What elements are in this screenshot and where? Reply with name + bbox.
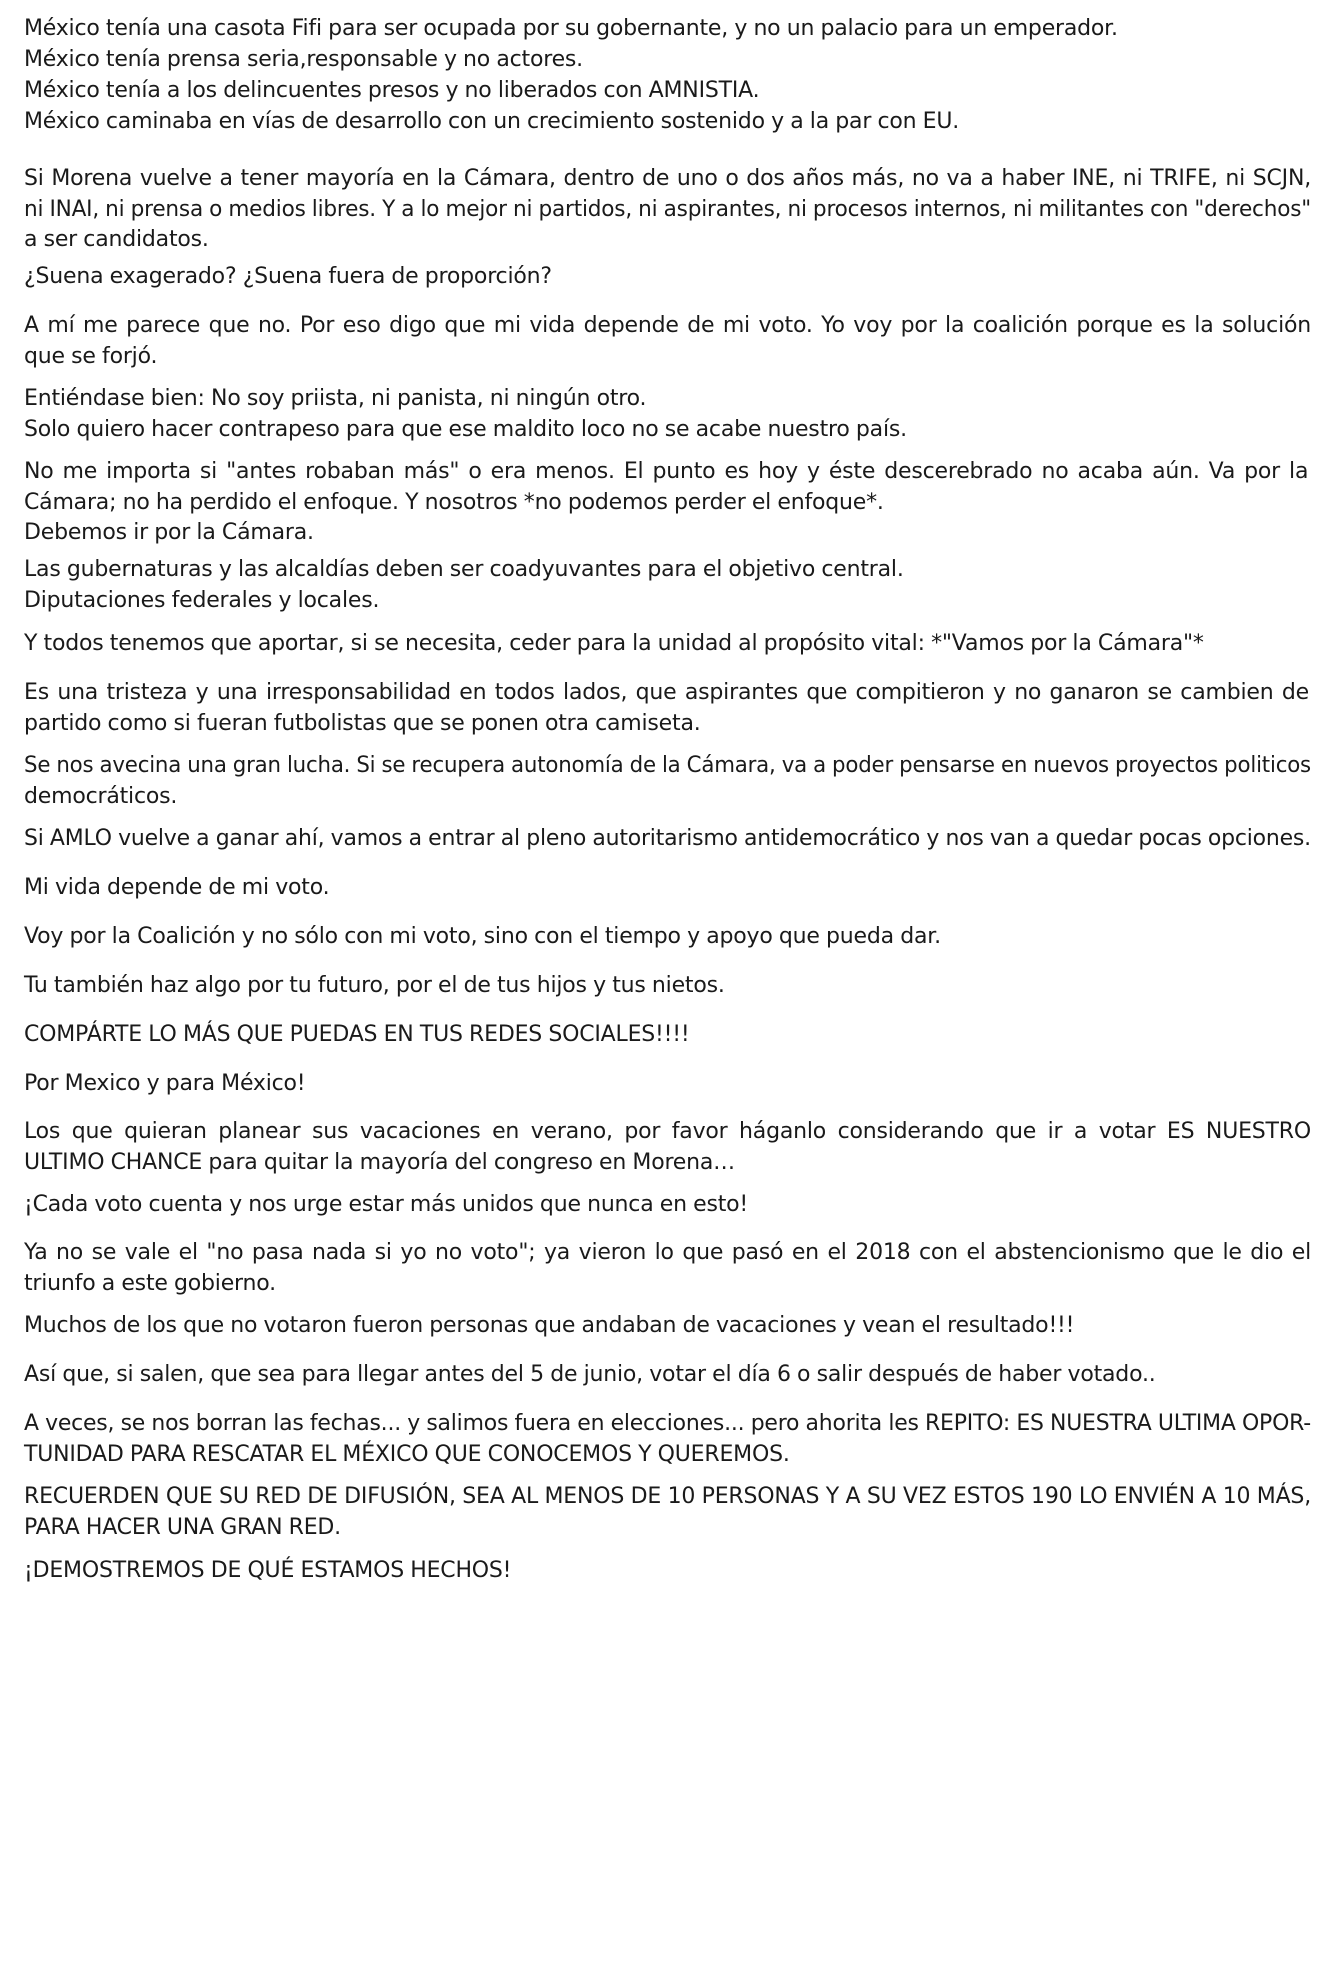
text-line: PARA HACER UNA GRAN RED. (24, 1514, 341, 1540)
text-line: México tenía prensa seria,responsable y no actores. (24, 47, 583, 72)
text-line: A veces, se nos borran las fechas... y salimos fuera en elecciones... pero ahorita les REPITO: ES NUESTRA ULTIMA OPOR- (24, 1411, 1312, 1436)
text-line: Tu también haz algo por tu futuro, por el de tus hijos y tus nietos. (24, 973, 725, 998)
text-line: No me importa si "antes robaban más" o era menos. El punto es hoy y éste descerebrado no acaba aún. Va por la (24, 459, 1309, 484)
paragraph (24, 873, 1311, 904)
paragraph (24, 922, 1311, 953)
text-line: México tenía a los delincuentes presos y no liberados con AMNISTIA. (24, 78, 760, 103)
intro-line (24, 45, 1311, 76)
text-line: Si Morena vuelve a tener mayoría en la Cámara, dentro de uno o dos años más, no va a haber INE, ni TRIFE, ni SCJN, (24, 166, 1311, 191)
paragraph (24, 311, 1311, 372)
text-line: Entiéndase bien: No soy priista, ni panista, ni ningún otro. (24, 386, 647, 411)
paragraph (24, 751, 1311, 812)
text-line: Así que, si salen, que sea para llegar antes del 5 de junio, votar el día 6 o salir después de haber votado.. (24, 1362, 1156, 1387)
text-line: Las gubernaturas y las alcaldías deben ser coadyuvantes para el objetivo central. (24, 557, 904, 582)
text-line: Es una tristeza y una irresponsabilidad en todos lados, que aspirantes que compitieron y no ganaron se cambien de (24, 680, 1309, 705)
paragraph (24, 1238, 1311, 1299)
paragraph (24, 678, 1311, 739)
text-line: ¡Cada voto cuenta y nos urge estar más unidos que nunca en esto! (24, 1192, 749, 1217)
intro-line (24, 14, 1311, 45)
paragraph (24, 1020, 1311, 1051)
text-line: triunfo a este gobierno. (24, 1270, 276, 1296)
text-line: Por Mexico y para México! (24, 1071, 306, 1096)
intro-line (24, 76, 1311, 107)
text-line: ni INAI, ni prensa o medios libres. Y a lo mejor ni partidos, ni aspirantes, ni procesos internos, ni militantes con "derechos" (24, 196, 1311, 222)
text-line: Cámara; no ha perdido el enfoque. Y nosotros *no podemos perder el enfoque*. (24, 489, 884, 515)
text-line: a ser candidatos. (24, 227, 209, 252)
paragraph (24, 1409, 1311, 1470)
text-line: ¿Suena exagerado? ¿Suena fuera de proporción? (24, 264, 552, 289)
intro-line (24, 107, 1311, 138)
text-line: México caminaba en vías de desarrollo con un crecimiento sostenido y a la par con EU. (24, 109, 960, 134)
paragraph (24, 824, 1311, 855)
paragraph (24, 555, 1311, 616)
paragraph (24, 262, 1311, 293)
text-line: Muchos de los que no votaron fueron personas que andaban de vacaciones y vean el resultado!!! (24, 1313, 1075, 1338)
paragraph (24, 629, 1311, 660)
text-line: A mí me parece que no. Por eso digo que mi vida depende de mi voto. Yo voy por la coalición porque es la solución (24, 313, 1311, 338)
paragraph (24, 1069, 1311, 1100)
text-line: Ya no se vale el "no pasa nada si yo no voto"; ya vieron lo que pasó en el 2018 con el abstencionismo que le dio el (24, 1240, 1311, 1265)
text-line: ULTIMO CHANCE para quitar la mayoría del congreso en Morena… (24, 1149, 735, 1175)
paragraph (24, 164, 1311, 256)
text-line: Voy por la Coalición y no sólo con mi voto, sino con el tiempo y apoyo que pueda dar. (24, 924, 941, 949)
text-line: RECUERDEN QUE SU RED DE DIFUSIÓN, SEA AL MENOS DE 10 PERSONAS Y A SU VEZ ESTOS 190 LO ENVIÉN A 10 MÁS, (24, 1484, 1311, 1509)
text-line: Debemos ir por la Cámara. (24, 520, 314, 545)
text-line: que se forjó. (24, 343, 158, 369)
paragraph (24, 1190, 1311, 1221)
paragraph (24, 457, 1311, 549)
text-line: Se nos avecina una gran lucha. Si se recupera autonomía de la Cámara, va a poder pensarse en nuevos proyectos politicos (24, 753, 1311, 778)
text-line: Si AMLO vuelve a ganar ahí, vamos a entrar al pleno autoritarismo antidemocrático y nos van a quedar pocas opciones. (24, 826, 1311, 851)
text-line: partido como si fueran futbolistas que se ponen otra camiseta. (24, 710, 701, 736)
text-line: democráticos. (24, 783, 178, 809)
text-line: TUNIDAD PARA RESCATAR EL MÉXICO QUE CONOCEMOS Y QUEREMOS. (24, 1441, 790, 1467)
paragraph (24, 1117, 1311, 1178)
text-line: COMPÁRTE LO MÁS QUE PUEDAS EN TUS REDES SOCIALES!!!! (24, 1022, 690, 1047)
text-line: Diputaciones federales y locales. (24, 587, 380, 613)
paragraph (24, 1482, 1311, 1543)
paragraph (24, 1360, 1311, 1391)
paragraph (24, 1556, 1311, 1587)
text-line: Mi vida depende de mi voto. (24, 875, 330, 900)
paragraph (24, 971, 1311, 1002)
text-line: Y todos tenemos que aportar, si se necesita, ceder para la unidad al propósito vital: *"Vamos por la Cámara"* (24, 631, 1204, 656)
text-line: Solo quiero hacer contrapeso para que ese maldito loco no se acabe nuestro país. (24, 416, 907, 442)
text-line: Los que quieran planear sus vacaciones en verano, por favor háganlo considerando que ir a votar ES NUESTRO (24, 1119, 1311, 1144)
paragraph (24, 384, 1311, 445)
text-line: ¡DEMOSTREMOS DE QUÉ ESTAMOS HECHOS! (24, 1558, 512, 1583)
text-line: México tenía una casota Fifi para ser ocupada por su gobernante, y no un palacio para un emperador. (24, 16, 1118, 41)
paragraph (24, 1311, 1311, 1342)
